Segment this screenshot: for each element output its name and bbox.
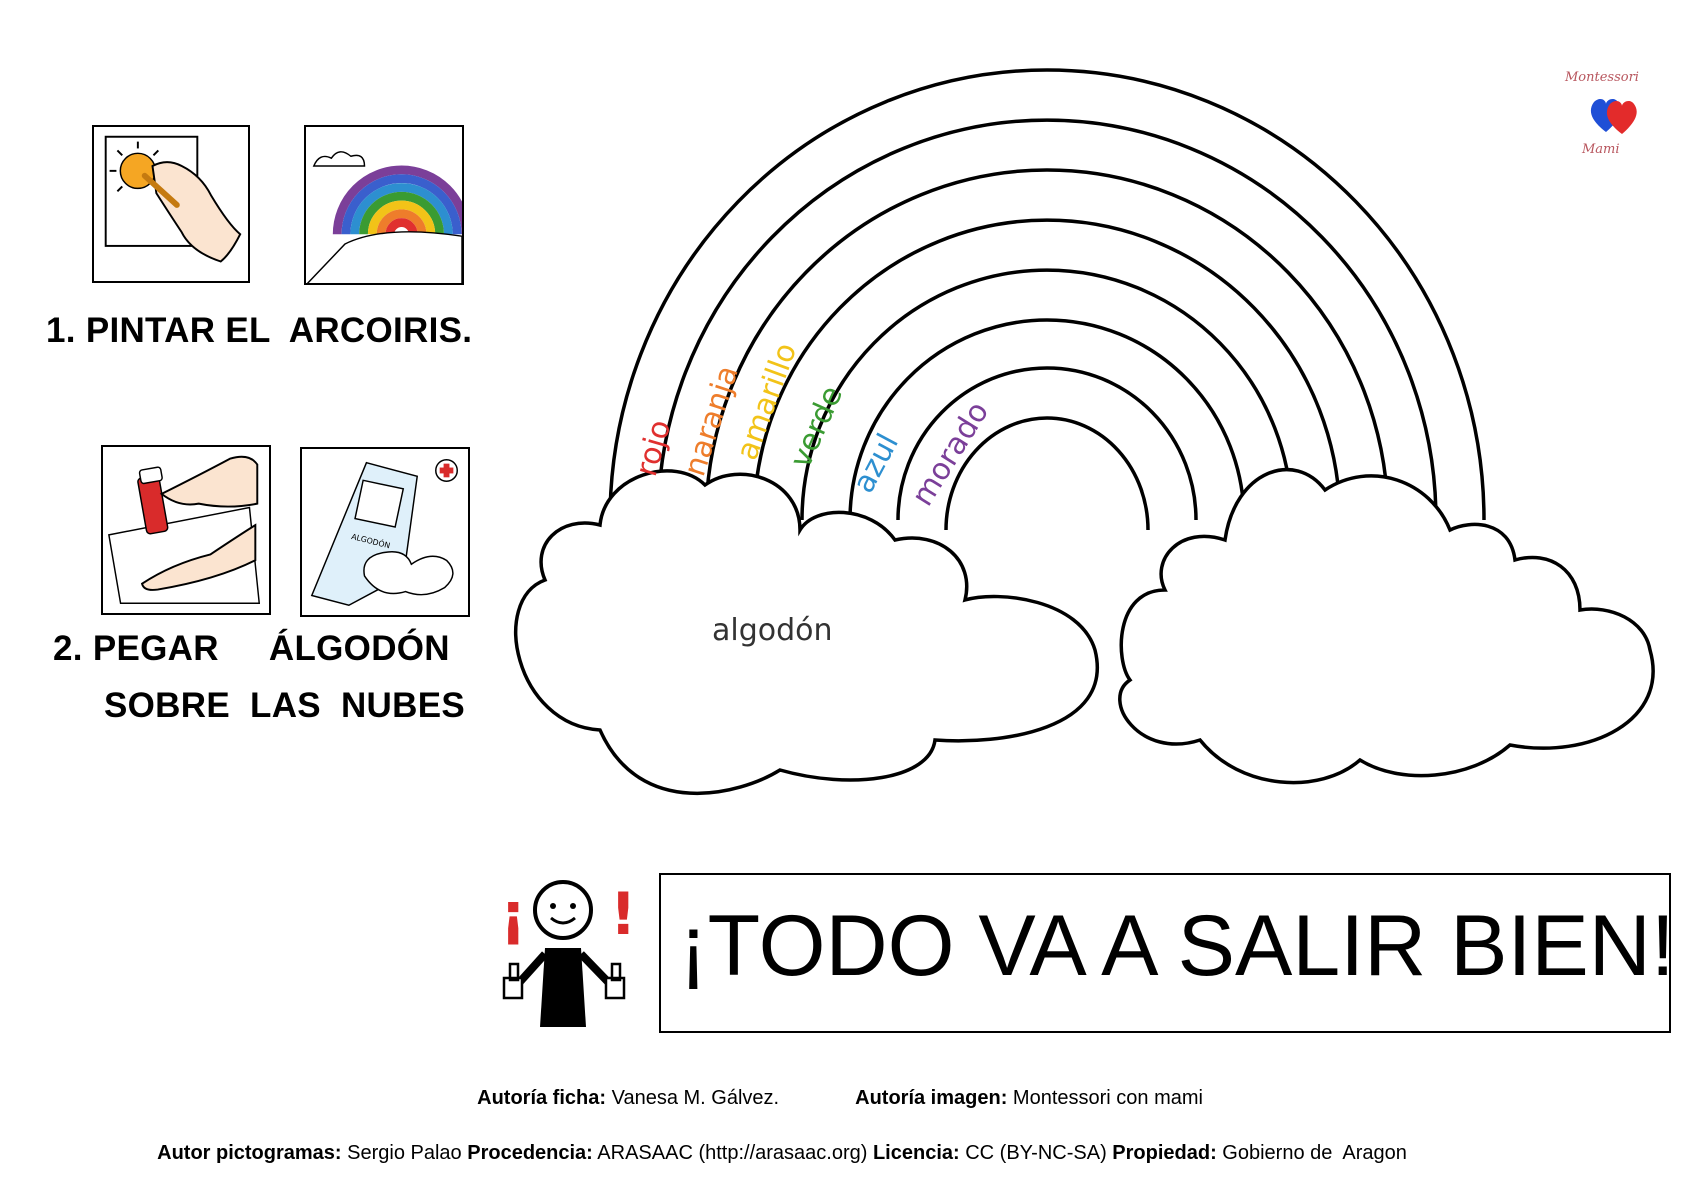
cotton-pictogram	[300, 447, 470, 617]
svg-text:¡: ¡	[500, 880, 527, 948]
rainbow-icon	[306, 127, 462, 283]
logo-line1: Montessori	[1565, 70, 1639, 85]
credits-line-1b	[844, 1064, 1203, 1110]
glue-pictogram	[101, 445, 271, 615]
credit-label: Licencia:	[872, 1142, 960, 1164]
band-label-rojo: rojo	[629, 416, 679, 481]
svg-text:!: !	[610, 880, 637, 948]
credit-label: Autor pictogramas:	[157, 1142, 342, 1164]
credit-value: ARASAAC (http://arasaac.org)	[592, 1142, 873, 1164]
band-label-verde: verde	[783, 380, 851, 474]
cloud-label: algodón	[712, 613, 833, 648]
band-label-morado: morado	[905, 395, 997, 513]
credit-label: Propiedad:	[1112, 1142, 1217, 1164]
band-label-azul: azul	[846, 428, 906, 499]
message-banner	[659, 873, 1675, 1033]
rainbow-pictogram	[304, 125, 464, 285]
credits-line-2	[146, 1119, 1407, 1165]
right-cloud	[1120, 470, 1653, 783]
credit-value: Vanesa M. Gálvez.	[606, 1087, 780, 1109]
paint-pictogram	[92, 125, 250, 283]
cotton-pack-icon	[302, 449, 468, 615]
credit-label: Procedencia:	[467, 1142, 593, 1164]
hearts-logo-icon	[1588, 92, 1640, 136]
banner-text: ¡TODO VA A SALIR BIEN!	[679, 898, 1675, 994]
logo-line2: Mami	[1582, 142, 1620, 157]
credits-line-1	[466, 1064, 779, 1110]
step-2-title-line2: SOBRE LAS NUBES	[104, 686, 465, 725]
credit-value: Montessori con mami	[1007, 1087, 1203, 1109]
credit-value: CC (BY-NC-SA)	[959, 1142, 1113, 1164]
credit-label: Autoría imagen:	[855, 1087, 1008, 1109]
credit-value: Gobierno de Aragon	[1216, 1142, 1407, 1164]
thumbs-up-person-icon	[498, 872, 638, 1032]
band-label-naranja: naranja	[677, 361, 746, 481]
cotton-pack-label: ALGODÓN	[350, 532, 392, 551]
credit-label: Autoría ficha:	[477, 1087, 607, 1109]
step-2-title-line1: 2. PEGAR ÁLGODÓN	[53, 629, 450, 668]
rainbow-illustration	[500, 60, 1670, 830]
glue-stick-icon	[103, 447, 269, 613]
band-label-amarillo: amarillo	[729, 338, 805, 465]
credit-value: Sergio Palao	[341, 1142, 468, 1164]
hand-painting-sun-icon	[94, 127, 248, 281]
step-1-title: 1. PINTAR EL ARCOIRIS.	[46, 311, 473, 350]
